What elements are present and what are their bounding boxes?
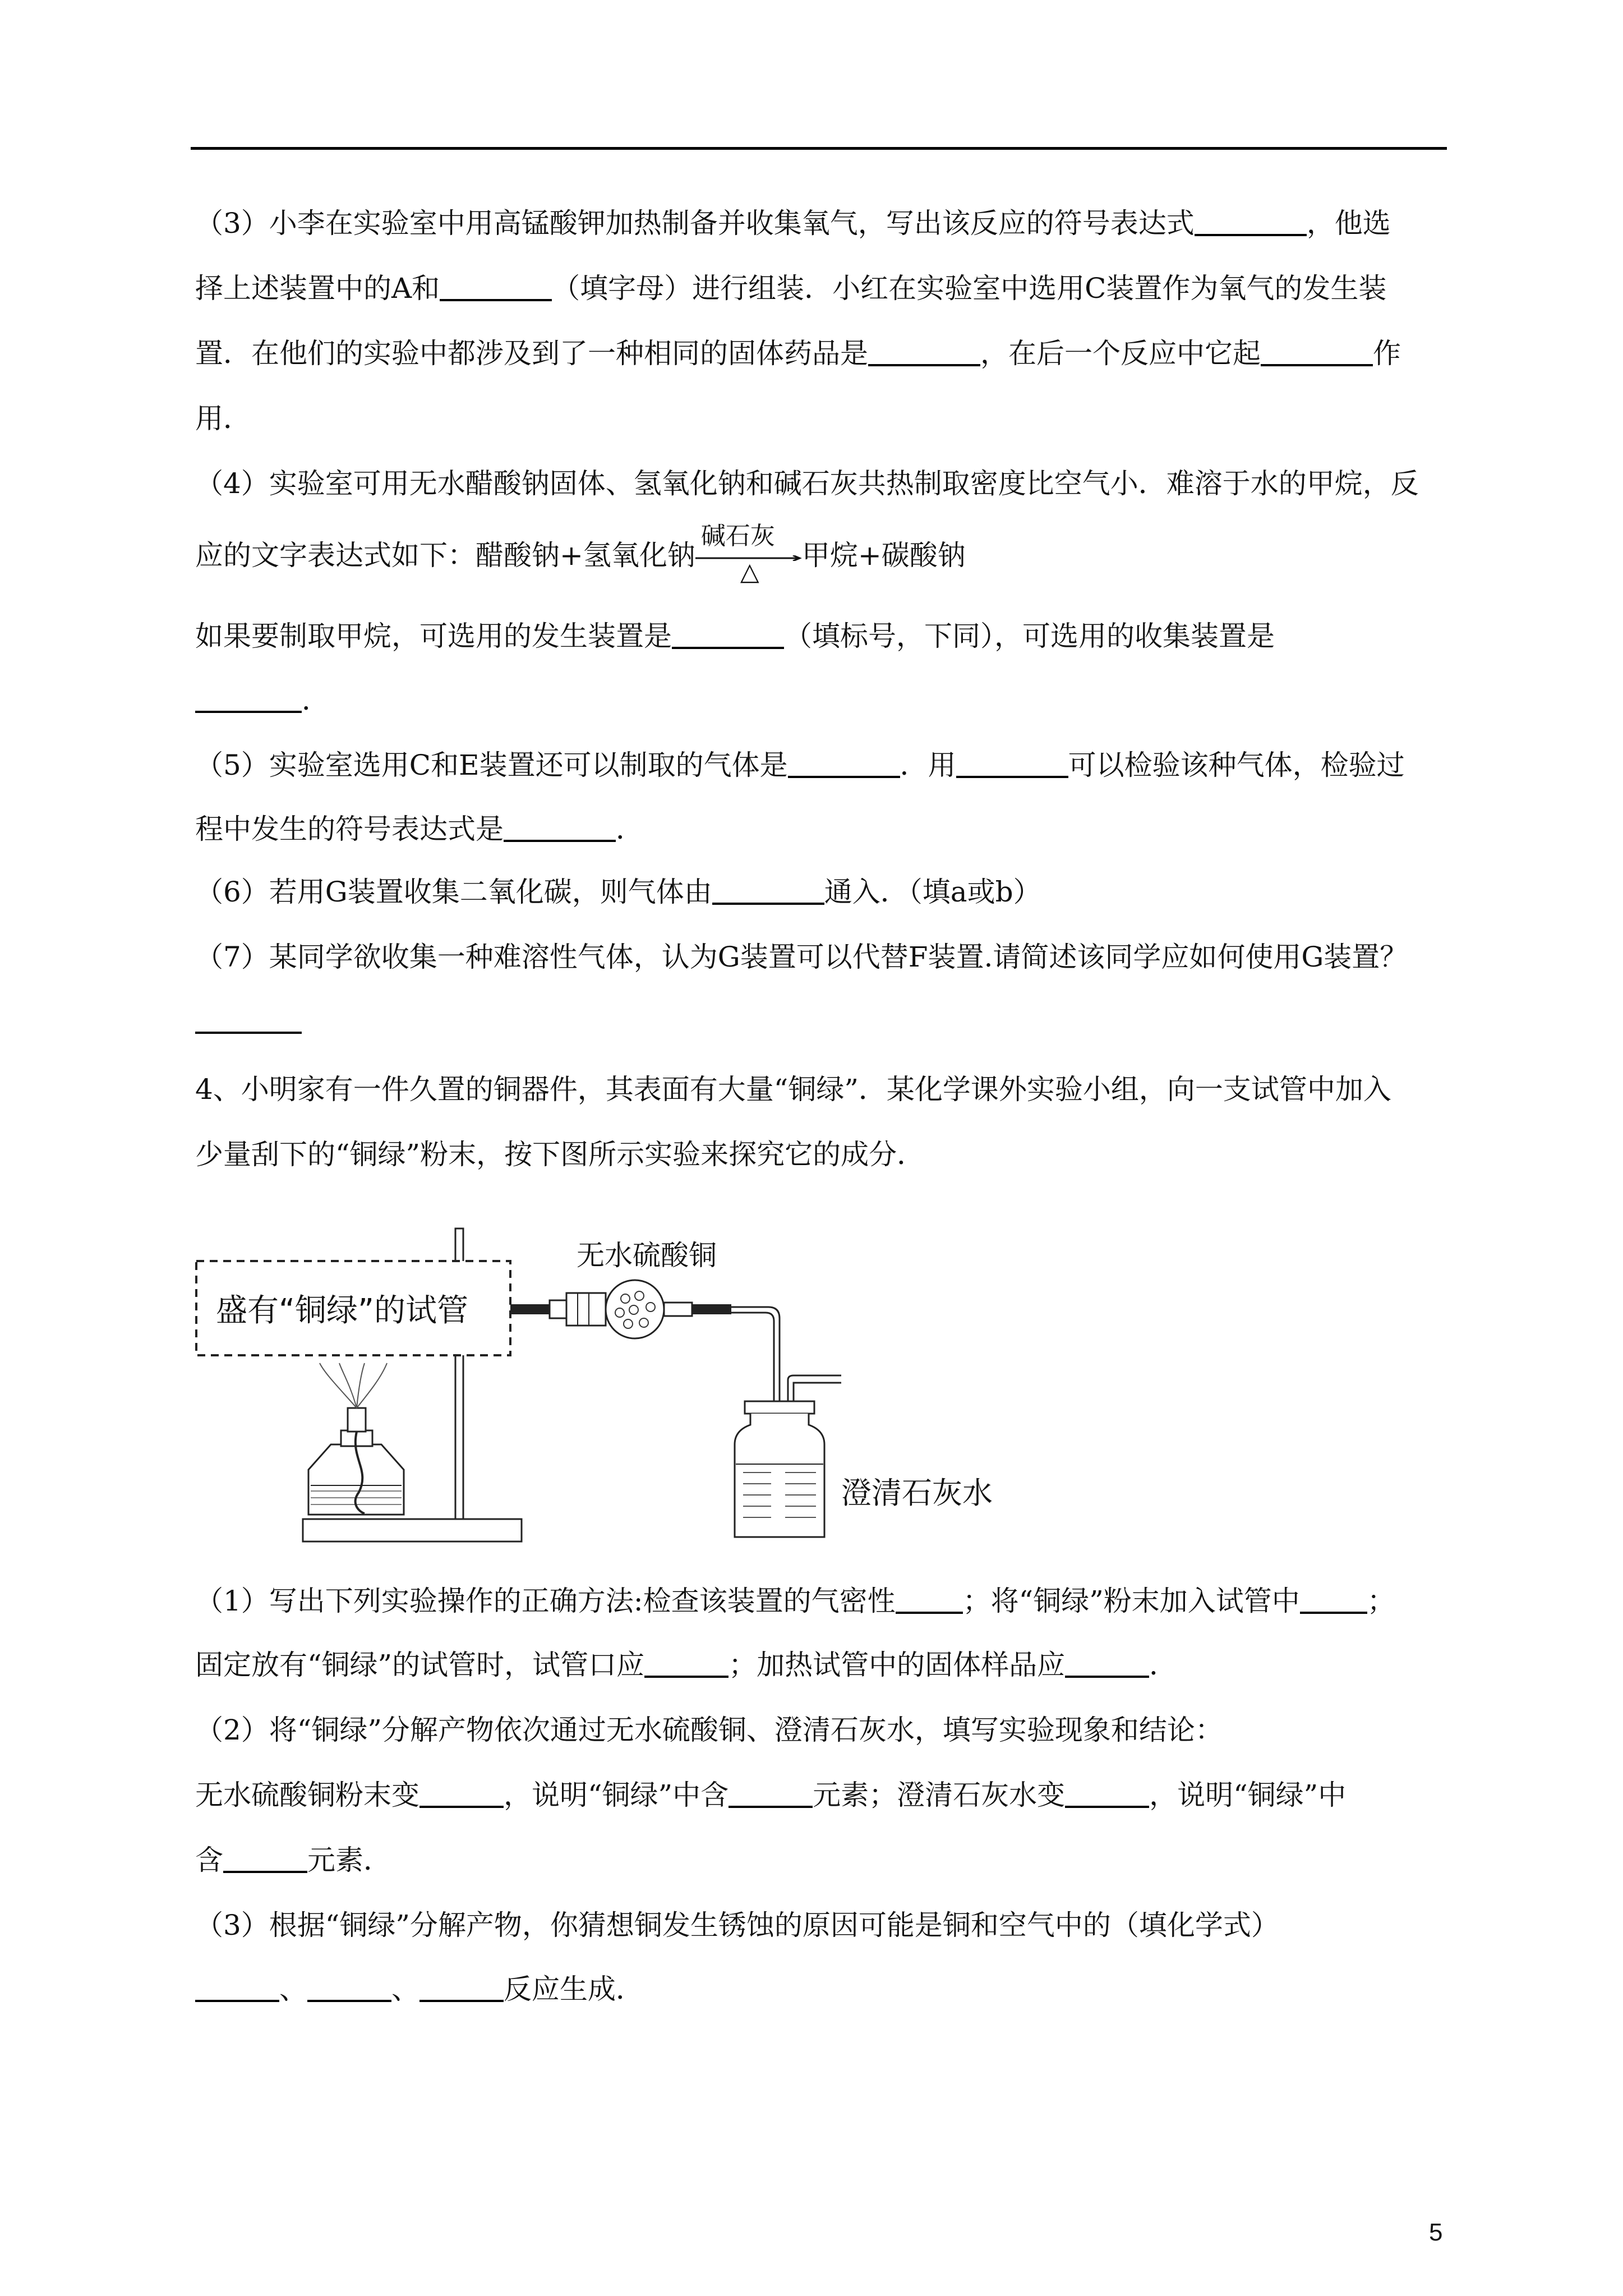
drying-tube-icon — [566, 1280, 731, 1338]
answer-blank[interactable] — [504, 813, 616, 842]
answer-blank[interactable] — [1261, 337, 1373, 366]
q3-part4-line3: 如果要制取甲烷，可选用的发生装置是 （填标号，下同），可选用的收集装置是 — [195, 620, 1275, 652]
answer-blank[interactable] — [307, 1973, 391, 2002]
condition-catalyst: 碱石灰 — [700, 522, 775, 550]
answer-blank[interactable] — [440, 272, 552, 301]
condition-heat: △ — [740, 558, 759, 586]
q4-part2-line2: 无水硫酸铜粉末变 ，说明“铜绿”中含 元素；澄清石灰水变 ，说明“铜绿”中 — [195, 1779, 1347, 1811]
q3-part6-line: （6）若用G装置收集二氧化碳，则气体由 通入．（填a或b） — [195, 876, 1041, 908]
answer-blank[interactable] — [728, 1779, 813, 1808]
q3-part4-line1: （4）实验室可用无水醋酸钠固体、氢氧化钠和碱石灰共热制取密度比空气小．难溶于水的甲烷，反 — [195, 467, 1419, 500]
answer-blank[interactable] — [896, 1585, 963, 1614]
test-tube-label: 盛有“铜绿”的试管 — [216, 1292, 469, 1329]
page-number: 5 — [1429, 2219, 1443, 2246]
q3-part7-answer — [195, 1004, 302, 1038]
answer-blank[interactable] — [195, 1005, 302, 1034]
q3-part3-line2: 择上述装置中的A和 （填字母）进行组装．小红在实验室中选用C装置作为氧气的发生装 — [195, 272, 1387, 305]
answer-blank[interactable] — [195, 1973, 279, 2002]
q3-part3-line4: 用． — [195, 402, 251, 435]
cuso4-label: 无水硫酸铜 — [577, 1239, 717, 1272]
q3-part4-line4: ． — [195, 683, 330, 717]
gas-bottle-icon — [735, 1375, 841, 1537]
answer-blank[interactable] — [868, 337, 980, 366]
answer-blank[interactable] — [672, 620, 784, 649]
q4-intro-line2: 少量刮下的“铜绿”粉末，按下图所示实验来探究它的成分． — [195, 1138, 925, 1171]
answer-blank[interactable] — [1300, 1585, 1367, 1614]
q3-part7-line: （7）某同学欲收集一种难溶性气体，认为G装置可以代替F装置.请简述该同学应如何使用G装置？ — [195, 941, 1408, 973]
q4-part3-line2: 、 、 反应生成． — [195, 1972, 644, 2006]
answer-blank[interactable] — [644, 1649, 728, 1678]
reaction-condition — [695, 522, 802, 586]
answer-blank[interactable] — [195, 684, 302, 713]
header-rule — [191, 147, 1447, 150]
q3-part5-line1: （5）实验室选用C和E装置还可以制取的气体是 ．用 可以检验该种气体，检验过 — [195, 749, 1405, 781]
answer-blank[interactable] — [1065, 1649, 1149, 1678]
answer-blank[interactable] — [419, 1973, 504, 2002]
alcohol-lamp-icon — [308, 1363, 404, 1515]
answer-blank[interactable] — [419, 1779, 504, 1808]
q3-part3-line3: 置．在他们的实验中都涉及到了一种相同的固体药品是 ，在后一个反应中它起 作 — [195, 337, 1401, 370]
q4-part1-line1: （1）写出下列实验操作的正确方法:检查该装置的气密性 ；将“铜绿”粉末加入试管中 ； — [195, 1585, 1395, 1617]
q4-part3-line1: （3）根据“铜绿”分解产物，你猜想铜发生锈蚀的原因可能是铜和空气中的（填化学式） — [195, 1909, 1279, 1941]
answer-blank[interactable] — [1195, 207, 1307, 236]
q3-part4-line2: 应的文字表达式如下：醋酸钠+氢氧化钠 碱石灰 △ 甲烷+碳酸钠 — [195, 539, 966, 572]
q3-part5-line2: 程中发生的符号表达式是 ． — [195, 813, 644, 845]
limewater-label: 澄清石灰水 — [841, 1475, 993, 1511]
q4-part1-line2: 固定放有“铜绿”的试管时，试管口应 ；加热试管中的固体样品应 ． — [195, 1649, 1178, 1681]
answer-blank[interactable] — [788, 749, 900, 778]
q4-part2-line1: （2）将“铜绿”分解产物依次通过无水硫酸铜、澄清石灰水，填写实验现象和结论： — [195, 1714, 1223, 1746]
connector-tube-icon — [510, 1300, 566, 1318]
apparatus-diagram — [191, 1223, 1009, 1559]
answer-blank[interactable] — [712, 876, 824, 905]
answer-blank[interactable] — [223, 1844, 307, 1873]
q4-part2-line3: 含 元素． — [195, 1844, 391, 1876]
answer-blank[interactable] — [956, 749, 1068, 778]
answer-blank[interactable] — [1065, 1779, 1149, 1808]
q3-part3-line1: （3）小李在实验室中用高锰酸钾加热制备并收集氧气，写出该反应的符号表达式 ，他选 — [195, 207, 1391, 240]
q4-intro-line1: 4、小明家有一件久置的铜器件，其表面有大量“铜绿”．某化学课外实验小组，向一支试管中加入 — [195, 1073, 1391, 1106]
